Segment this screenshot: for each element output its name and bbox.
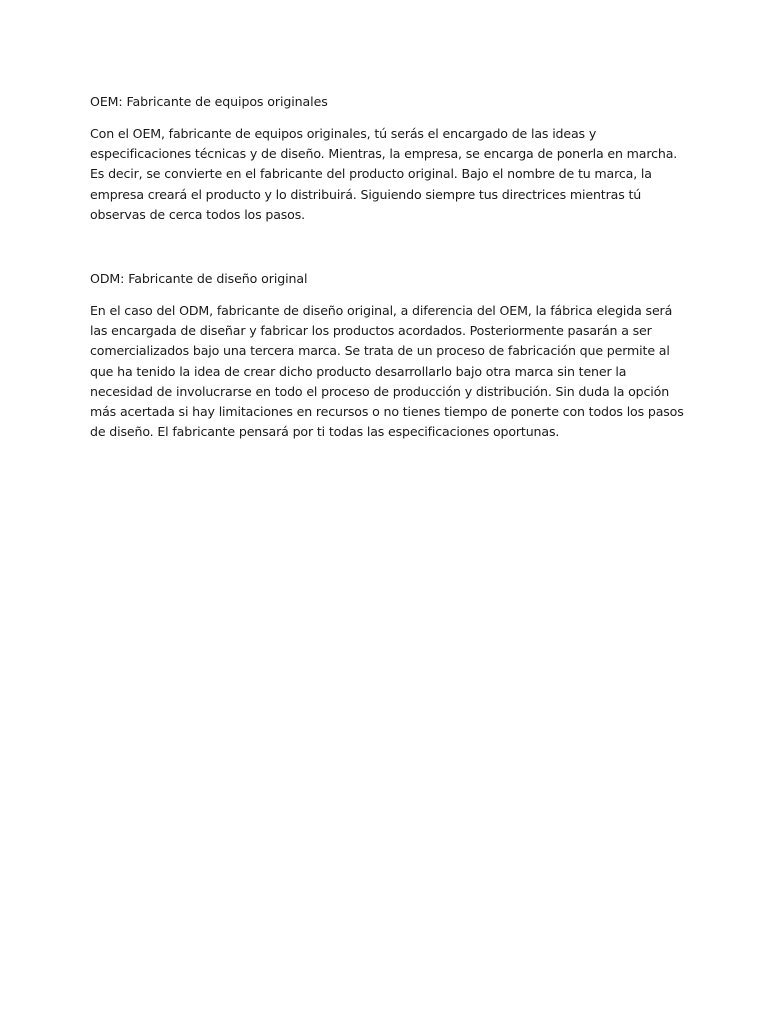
document-body <box>90 93 690 442</box>
section-paragraph-odm: En el caso del ODM, fabricante de diseño original, a diferencia del OEM, la fábrica elegida será las encargada de diseñar y fabricar los productos acordados. Posteriormente pasarán a ser comercializados bajo una tercera marca. Se trata de un proceso de fabricación que permite al que ha tenido la idea de crear dicho producto desarrollarlo bajo otra marca sin tener la necesidad de involucrarse en todo el proceso de producción y distribución. Sin duda la opción más acertada si hay limitaciones en recursos o no tienes tiempo de ponerte con todos los pasos de diseño. El fabricante pensará por ti todas las especificaciones oportunas. <box>90 303 684 440</box>
section-heading-odm: ODM: Fabricante de diseño original <box>90 271 308 287</box>
section-paragraph-oem: Con el OEM, fabricante de equipos originales, tú serás el encargado de las ideas y especificaciones técnicas y de diseño. Mientras, la empresa, se encarga de ponerla en marcha. Es decir, se convierte en el fabricante del producto original. Bajo el nombre de tu marca, la empresa creará el producto y lo distribuirá. Siguiendo siempre tus directrices mientras tú observas de cerca todos los pasos. <box>90 126 678 222</box>
section-heading-oem: OEM: Fabricante de equipos originales <box>90 94 328 109</box>
